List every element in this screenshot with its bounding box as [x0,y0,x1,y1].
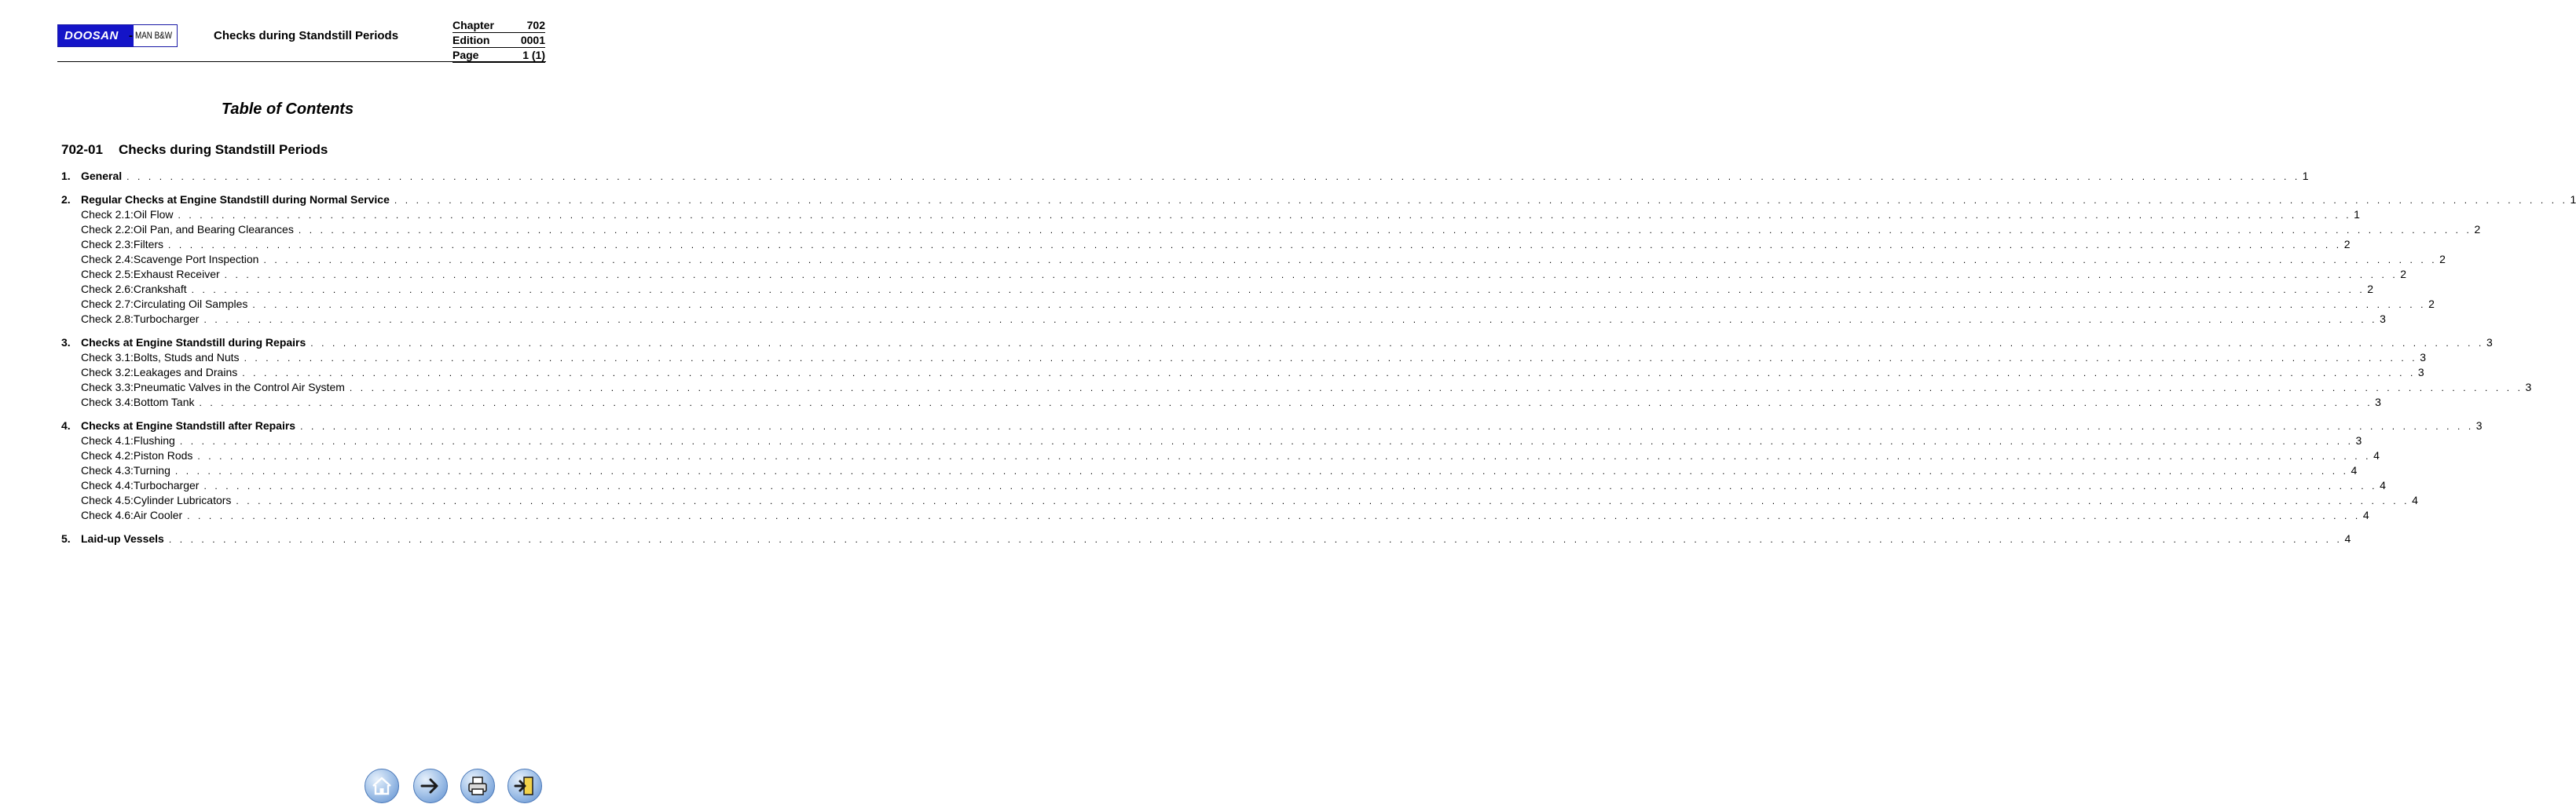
arrow-right-icon[interactable] [413,769,448,803]
toc-subentry-page: 3 [2420,351,2427,364]
logo-sub: MAN B&W [135,30,173,41]
dot-leader: . . . . . . . . . . . . . . . . . . . . . . . . . . . . . . . . . . . . . . . . . . . . . . . . . . . . . . . . . . . . . . . . . . . . . . . . . . . . . . . . . . . . . . . . . . . . . . . . . . . . . . . . . . . . . . . . . . . . . . . . . . . . . . . . . . . . . . . . . . . . . . . . . . . . . . . . . . . . . . . . . . . . . . . . . . . . . . . . . . . . . . . . . . . . . . . . . . . . . . . . [178,210,2352,221]
toc-subentry-page: 2 [2343,238,2351,250]
dot-leader: . . . . . . . . . . . . . . . . . . . . . . . . . . . . . . . . . . . . . . . . . . . . . . . . . . . . . . . . . . . . . . . . . . . . . . . . . . . . . . . . . . . . . . . . . . . . . . . . . . . . . . . . . . . . . . . . . . . . . . . . . . . . . . . . . . . . . . . . . . . . . . . . . . . . . . . . . . . . . . . . . . . . . . . . . . . . . . . . . . . . . . . . . . . . . . . . . . . . . . . . [298,225,2472,236]
toc-entry[interactable] [61,192,2576,207]
toc-subentry[interactable] [61,267,2407,282]
meta-label: Chapter [453,19,494,31]
meta-value: 702 [526,19,545,31]
toc-subentry[interactable] [61,297,2435,312]
document-meta [453,18,545,63]
toc-subentry[interactable] [61,237,2351,252]
toc-entry[interactable] [61,418,2483,433]
toc-subentry-label: Check 3.2:Leakages and Drains [81,366,238,378]
logo [57,24,178,47]
toc-subentry-label: Check 3.1:Bolts, Studs and Nuts [81,351,240,364]
toc-subentry-label: Check 4.1:Flushing [81,434,175,447]
toc-subentry[interactable] [61,448,2380,463]
meta-chapter [453,18,545,33]
dot-leader: . . . . . . . . . . . . . . . . . . . . . . . . . . . . . . . . . . . . . . . . . . . . . . . . . . . . . . . . . . . . . . . . . . . . . . . . . . . . . . . . . . . . . . . . . . . . . . . . . . . . . . . . . . . . . . . . . . . . . . . . . . . . . . . . . . . . . . . . . . . . . . . . . . . . . . . . . . . . . . . . . . . . . . . . . . . . . . . . . . . . . . . . . . . . . . . . . . . . . . . . [191,284,2365,295]
toc-entry-number: 5. [61,532,71,545]
toc-subentry-label: Check 2.3:Filters [81,238,164,250]
dot-leader: . . . . . . . . . . . . . . . . . . . . . . . . . . . . . . . . . . . . . . . . . . . . . . . . . . . . . . . . . . . . . . . . . . . . . . . . . . . . . . . . . . . . . . . . . . . . . . . . . . . . . . . . . . . . . . . . . . . . . . . . . . . . . . . . . . . . . . . . . . . . . . . . . . . . . . . . . . . . . . . . . . . . . . . . . . . . . . . . . . . . . . . . . . . . . . . . . . . . . . . . [203,314,2378,325]
printer-icon[interactable] [460,769,495,803]
toc-subentry[interactable] [61,508,2369,523]
toc-subentry-page: 3 [2417,366,2424,378]
toc-subentry-page: 3 [2380,312,2386,325]
toc-entry-number: 4. [61,419,71,432]
meta-value: 1 (1) [522,49,545,61]
toc-title: Table of Contents [221,100,354,118]
toc-subentry-page: 2 [2474,223,2481,236]
toc-subentry-page: 2 [2367,283,2374,295]
toc-subentry-page: 4 [2373,449,2380,462]
toc-list [61,169,2576,555]
dot-leader: . . . . . . . . . . . . . . . . . . . . . . . . . . . . . . . . . . . . . . . . . . . . . . . . . . . . . . . . . . . . . . . . . . . . . . . . . . . . . . . . . . . . . . . . . . . . . . . . . . . . . . . . . . . . . . . . . . . . . . . . . . . . . . . . . . . . . . . . . . . . . . . . . . . . . . . . . . . . . . . . . . . . . . . . . . . . . . . . . . . . . . . . . . . . . . . . . . . . . . . . [310,338,2484,349]
toc-subentry-label: Check 3.4:Bottom Tank [81,396,195,408]
toc-subentry[interactable] [61,312,2386,327]
meta-value: 0001 [520,34,545,46]
toc-entry-title: Checks at Engine Standstill after Repairs [81,419,296,432]
toc-entry[interactable] [61,169,2309,184]
dot-leader: . . . . . . . . . . . . . . . . . . . . . . . . . . . . . . . . . . . . . . . . . . . . . . . . . . . . . . . . . . . . . . . . . . . . . . . . . . . . . . . . . . . . . . . . . . . . . . . . . . . . . . . . . . . . . . . . . . . . . . . . . . . . . . . . . . . . . . . . . . . . . . . . . . . . . . . . . . . . . . . . . . . . . . . . . . . . . . . . . . . . . . . . . . . . . . . . . . . . . . . . [168,239,2342,250]
toc-subentry-label: Check 2.5:Exhaust Receiver [81,268,220,280]
toc-subentry[interactable] [61,493,2418,508]
toc-subentry[interactable] [61,395,2381,410]
toc-subentry-page: 1 [2354,208,2360,221]
toc-subentry-page: 4 [2380,479,2386,492]
toc-subentry-label: Check 2.2:Oil Pan, and Bearing Clearances [81,223,294,236]
dot-leader: . . . . . . . . . . . . . . . . . . . . . . . . . . . . . . . . . . . . . . . . . . . . . . . . . . . . . . . . . . . . . . . . . . . . . . . . . . . . . . . . . . . . . . . . . . . . . . . . . . . . . . . . . . . . . . . . . . . . . . . . . . . . . . . . . . . . . . . . . . . . . . . . . . . . . . . . . . . . . . . . . . . . . . . . . . . . . . . . . . . . . . . . . . . . . . . . . . . . . . . . [197,451,2372,462]
toc-subentry-page: 4 [2362,509,2369,521]
toc-entry-title: Checks at Engine Standstill during Repairs [81,336,306,349]
dot-leader: . . . . . . . . . . . . . . . . . . . . . . . . . . . . . . . . . . . . . . . . . . . . . . . . . . . . . . . . . . . . . . . . . . . . . . . . . . . . . . . . . . . . . . . . . . . . . . . . . . . . . . . . . . . . . . . . . . . . . . . . . . . . . . . . . . . . . . . . . . . . . . . . . . . . . . . . . . . . . . . . . . . . . . . . . . . . . . . . . . . . . . . . . . . . . . . . . . . . . . . . [224,269,2398,280]
section-heading [61,142,328,158]
dot-leader: . . . . . . . . . . . . . . . . . . . . . . . . . . . . . . . . . . . . . . . . . . . . . . . . . . . . . . . . . . . . . . . . . . . . . . . . . . . . . . . . . . . . . . . . . . . . . . . . . . . . . . . . . . . . . . . . . . . . . . . . . . . . . . . . . . . . . . . . . . . . . . . . . . . . . . . . . . . . . . . . . . . . . . . . . . . . . . . . . . . . . . . . . . . . . . . . . . . . . . . . [244,353,2418,364]
header-divider [57,61,546,62]
dot-leader: . . . . . . . . . . . . . . . . . . . . . . . . . . . . . . . . . . . . . . . . . . . . . . . . . . . . . . . . . . . . . . . . . . . . . . . . . . . . . . . . . . . . . . . . . . . . . . . . . . . . . . . . . . . . . . . . . . . . . . . . . . . . . . . . . . . . . . . . . . . . . . . . . . . . . . . . . . . . . . . . . . . . . . . . . . . . . . . . . . . . . . . . . . . . . . . . . . . . . . . . [236,495,2410,506]
toc-subentry-label: Check 4.6:Air Cooler [81,509,183,521]
dot-leader: . . . . . . . . . . . . . . . . . . . . . . . . . . . . . . . . . . . . . . . . . . . . . . . . . . . . . . . . . . . . . . . . . . . . . . . . . . . . . . . . . . . . . . . . . . . . . . . . . . . . . . . . . . . . . . . . . . . . . . . . . . . . . . . . . . . . . . . . . . . . . . . . . . . . . . . . . . . . . . . . . . . . . . . . . . . . . . . . . . . . . . . . . . . . . . . . . . . . . . . . [203,481,2378,492]
meta-label: Edition [453,34,490,46]
toc-subentry-label: Check 2.7:Circulating Oil Samples [81,298,248,310]
toc-subentry-page: 3 [2525,381,2532,393]
toc-entry-page: 4 [2344,532,2351,545]
dot-leader: . . . . . . . . . . . . . . . . . . . . . . . . . . . . . . . . . . . . . . . . . . . . . . . . . . . . . . . . . . . . . . . . . . . . . . . . . . . . . . . . . . . . . . . . . . . . . . . . . . . . . . . . . . . . . . . . . . . . . . . . . . . . . . . . . . . . . . . . . . . . . . . . . . . . . . . . . . . . . . . . . . . . . . . . . . . . . . . . . . . . . . . . . . . . . . . . . . . . . . . . [179,436,2354,447]
toc-subentry-page: 2 [2439,253,2446,265]
toc-subentry[interactable] [61,433,2362,448]
toc-group [61,192,2576,327]
toc-entry-page: 3 [2486,336,2493,349]
dot-leader: . . . . . . . . . . . . . . . . . . . . . . . . . . . . . . . . . . . . . . . . . . . . . . . . . . . . . . . . . . . . . . . . . . . . . . . . . . . . . . . . . . . . . . . . . . . . . . . . . . . . . . . . . . . . . . . . . . . . . . . . . . . . . . . . . . . . . . . . . . . . . . . . . . . . . . . . . . . . . . . . . . . . . . . . . . . . . . . . . . . . . . . . . . . . . . . . . . . . . . . . [187,510,2361,521]
toc-entry-title: Laid-up Vessels [81,532,164,545]
toc-entry-page: 1 [2570,193,2576,206]
toc-entry-number: 1. [61,170,71,182]
exit-door-icon[interactable] [508,769,542,803]
toc-subentry[interactable] [61,365,2424,380]
toc-entry-page: 3 [2475,419,2483,432]
document-title: Checks during Standstill Periods [214,29,399,42]
dot-leader: . . . . . . . . . . . . . . . . . . . . . . . . . . . . . . . . . . . . . . . . . . . . . . . . . . . . . . . . . . . . . . . . . . . . . . . . . . . . . . . . . . . . . . . . . . . . . . . . . . . . . . . . . . . . . . . . . . . . . . . . . . . . . . . . . . . . . . . . . . . . . . . . . . . . . . . . . . . . . . . . . . . . . . . . . . . . . . . . . . . . . . . . . . . . . . . . . . . . . . . . [126,171,2300,182]
home-icon[interactable] [365,769,399,803]
toc-subentry[interactable] [61,478,2386,493]
toc-subentry-page: 2 [2400,268,2407,280]
toc-subentry-page: 4 [2412,494,2418,506]
toc-subentry-page: 3 [2355,434,2362,447]
logo-dash: - [129,29,133,42]
section-number: 702-01 [61,142,103,157]
toc-group [61,418,2483,523]
dot-leader: . . . . . . . . . . . . . . . . . . . . . . . . . . . . . . . . . . . . . . . . . . . . . . . . . . . . . . . . . . . . . . . . . . . . . . . . . . . . . . . . . . . . . . . . . . . . . . . . . . . . . . . . . . . . . . . . . . . . . . . . . . . . . . . . . . . . . . . . . . . . . . . . . . . . . . . . . . . . . . . . . . . . . . . . . . . . . . . . . . . . . . . . . . . . . . . . . . . . . . . . [252,299,2427,310]
toc-subentry[interactable] [61,207,2360,222]
dot-leader: . . . . . . . . . . . . . . . . . . . . . . . . . . . . . . . . . . . . . . . . . . . . . . . . . . . . . . . . . . . . . . . . . . . . . . . . . . . . . . . . . . . . . . . . . . . . . . . . . . . . . . . . . . . . . . . . . . . . . . . . . . . . . . . . . . . . . . . . . . . . . . . . . . . . . . . . . . . . . . . . . . . . . . . . . . . . . . . . . . . . . . . . . . . . . . . . . . . . . . . . [168,534,2343,545]
toc-subentry-label: Check 2.6:Crankshaft [81,283,187,295]
section-title: Checks during Standstill Periods [119,142,328,157]
meta-label: Page [453,49,479,61]
dot-leader: . . . . . . . . . . . . . . . . . . . . . . . . . . . . . . . . . . . . . . . . . . . . . . . . . . . . . . . . . . . . . . . . . . . . . . . . . . . . . . . . . . . . . . . . . . . . . . . . . . . . . . . . . . . . . . . . . . . . . . . . . . . . . . . . . . . . . . . . . . . . . . . . . . . . . . . . . . . . . . . . . . . . . . . . . . . . . . . . . . . . . . . . . . . . . . . . . . . . . . . . [349,382,2523,393]
toc-entry-title: Regular Checks at Engine Standstill during Normal Service [81,193,390,206]
toc-subentry[interactable] [61,463,2358,478]
toc-subentry-page: 2 [2428,298,2435,310]
logo-brand: DOOSAN [58,25,134,46]
toc-subentry-label: Check 3.3:Pneumatic Valves in the Control Air System [81,381,345,393]
dot-leader: . . . . . . . . . . . . . . . . . . . . . . . . . . . . . . . . . . . . . . . . . . . . . . . . . . . . . . . . . . . . . . . . . . . . . . . . . . . . . . . . . . . . . . . . . . . . . . . . . . . . . . . . . . . . . . . . . . . . . . . . . . . . . . . . . . . . . . . . . . . . . . . . . . . . . . . . . . . . . . . . . . . . . . . . . . . . . . . . . . . . . . . . . . . . . . . . . . . . . . . . [242,367,2416,378]
toc-subentry-page: 4 [2351,464,2358,477]
toc-subentry-label: Check 4.4:Turbocharger [81,479,200,492]
toc-subentry-label: Check 4.2:Piston Rods [81,449,193,462]
toc-subentry-label: Check 4.5:Cylinder Lubricators [81,494,232,506]
dot-leader: . . . . . . . . . . . . . . . . . . . . . . . . . . . . . . . . . . . . . . . . . . . . . . . . . . . . . . . . . . . . . . . . . . . . . . . . . . . . . . . . . . . . . . . . . . . . . . . . . . . . . . . . . . . . . . . . . . . . . . . . . . . . . . . . . . . . . . . . . . . . . . . . . . . . . . . . . . . . . . . . . . . . . . . . . . . . . . . . . . . . . . . . . . . . . . . . . . . . . . . . [263,254,2438,265]
toc-subentry[interactable] [61,282,2374,297]
toc-entry-page: 1 [2302,170,2309,182]
toc-entry[interactable] [61,335,2493,350]
toc-entry-number: 3. [61,336,71,349]
dot-leader: . . . . . . . . . . . . . . . . . . . . . . . . . . . . . . . . . . . . . . . . . . . . . . . . . . . . . . . . . . . . . . . . . . . . . . . . . . . . . . . . . . . . . . . . . . . . . . . . . . . . . . . . . . . . . . . . . . . . . . . . . . . . . . . . . . . . . . . . . . . . . . . . . . . . . . . . . . . . . . . . . . . . . . . . . . . . . . . . . . . . . . . . . . . . . . . . . . . . . . . . [394,195,2568,206]
toc-group [61,532,2351,546]
toc-subentry-label: Check 2.1:Oil Flow [81,208,174,221]
toc-subentry-label: Check 2.4:Scavenge Port Inspection [81,253,259,265]
dot-leader: . . . . . . . . . . . . . . . . . . . . . . . . . . . . . . . . . . . . . . . . . . . . . . . . . . . . . . . . . . . . . . . . . . . . . . . . . . . . . . . . . . . . . . . . . . . . . . . . . . . . . . . . . . . . . . . . . . . . . . . . . . . . . . . . . . . . . . . . . . . . . . . . . . . . . . . . . . . . . . . . . . . . . . . . . . . . . . . . . . . . . . . . . . . . . . . . . . . . . . . . [300,421,2474,432]
toc-subentry-label: Check 4.3:Turning [81,464,170,477]
meta-edition [453,33,545,48]
toc-subentry-page: 3 [2375,396,2381,408]
toc-subentry[interactable] [61,252,2446,267]
toc-subentry[interactable] [61,350,2427,365]
toc-group [61,335,2532,410]
toc-subentry[interactable] [61,222,2481,237]
toc-entry[interactable] [61,532,2351,546]
toc-entry-title: General [81,170,123,182]
dot-leader: . . . . . . . . . . . . . . . . . . . . . . . . . . . . . . . . . . . . . . . . . . . . . . . . . . . . . . . . . . . . . . . . . . . . . . . . . . . . . . . . . . . . . . . . . . . . . . . . . . . . . . . . . . . . . . . . . . . . . . . . . . . . . . . . . . . . . . . . . . . . . . . . . . . . . . . . . . . . . . . . . . . . . . . . . . . . . . . . . . . . . . . . . . . . . . . . . . . . . . . . [174,466,2349,477]
toc-group [61,169,2309,184]
toc-subentry[interactable] [61,380,2532,395]
dot-leader: . . . . . . . . . . . . . . . . . . . . . . . . . . . . . . . . . . . . . . . . . . . . . . . . . . . . . . . . . . . . . . . . . . . . . . . . . . . . . . . . . . . . . . . . . . . . . . . . . . . . . . . . . . . . . . . . . . . . . . . . . . . . . . . . . . . . . . . . . . . . . . . . . . . . . . . . . . . . . . . . . . . . . . . . . . . . . . . . . . . . . . . . . . . . . . . . . . . . . . . . [199,397,2373,408]
toc-subentry-label: Check 2.8:Turbocharger [81,312,200,325]
toc-entry-number: 2. [61,193,71,206]
